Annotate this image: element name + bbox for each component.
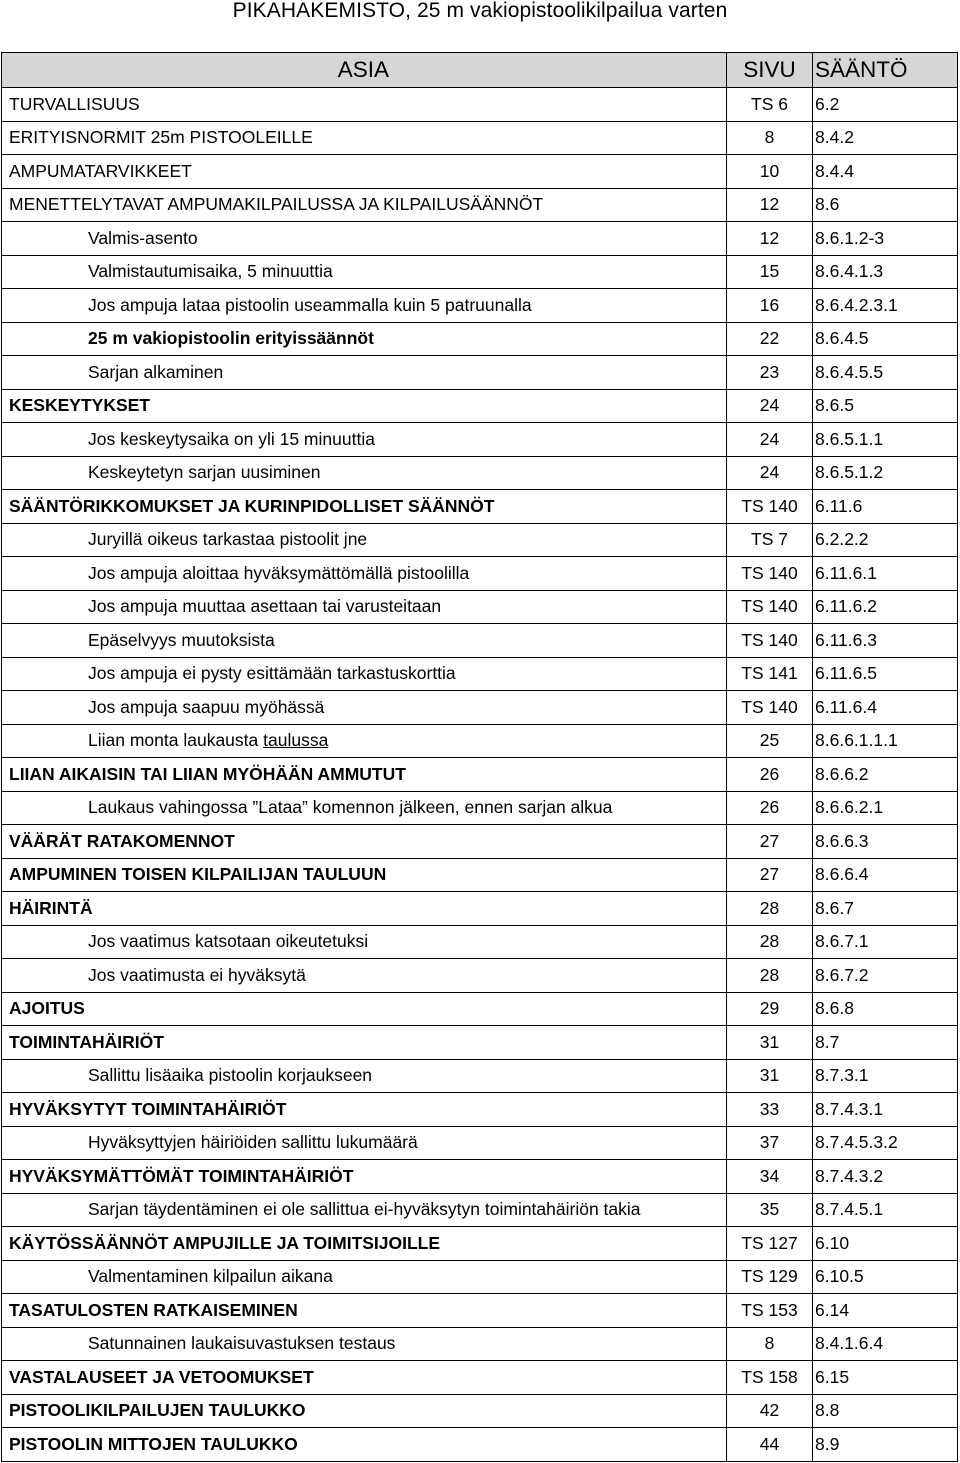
row-topic: Jos vaatimus katsotaan oikeutetuksi [2, 925, 727, 959]
table-row [2, 1260, 958, 1294]
row-rule: 8.6.6.3 [813, 825, 958, 859]
table-row [2, 523, 958, 557]
row-topic: Laukaus vahingossa ”Lataa” komennon jälkeen, ennen sarjan alkua [2, 791, 727, 825]
row-topic: PISTOOLIN MITTOJEN TAULUKKO [2, 1428, 727, 1462]
row-page: 12 [727, 222, 813, 256]
row-topic: HYVÄKSYTYT TOIMINTAHÄIRIÖT [2, 1093, 727, 1127]
row-topic: KÄYTÖSSÄÄNNÖT AMPUJILLE JA TOIMITSIJOILLE [2, 1227, 727, 1261]
row-topic: TASATULOSTEN RATKAISEMINEN [2, 1294, 727, 1328]
table-row [2, 322, 958, 356]
row-topic: MENETTELYTAVAT AMPUMAKILPAILUSSA JA KILPAILUSÄÄNNÖT [2, 188, 727, 222]
row-page: 28 [727, 892, 813, 926]
row-page: TS 7 [727, 523, 813, 557]
table-row [2, 1294, 958, 1328]
table-header-row [2, 53, 958, 88]
row-page: TS 141 [727, 657, 813, 691]
table-row [2, 255, 958, 289]
row-page: TS 140 [727, 624, 813, 658]
row-topic: AMPUMATARVIKKEET [2, 155, 727, 189]
table-row [2, 724, 958, 758]
row-rule: 8.6.5.1.1 [813, 423, 958, 457]
header-topic: ASIA [2, 53, 727, 88]
row-page: 28 [727, 959, 813, 993]
row-topic: ERITYISNORMIT 25m PISTOOLEILLE [2, 121, 727, 155]
row-topic: LIIAN AIKAISIN TAI LIIAN MYÖHÄÄN AMMUTUT [2, 758, 727, 792]
row-page: 16 [727, 289, 813, 323]
row-topic: HYVÄKSYMÄTTÖMÄT TOIMINTAHÄIRIÖT [2, 1160, 727, 1194]
row-page: 26 [727, 758, 813, 792]
row-topic: VASTALAUSEET JA VETOOMUKSET [2, 1361, 727, 1395]
row-page: 34 [727, 1160, 813, 1194]
row-topic: Jos ampuja lataa pistoolin useammalla kuin 5 patruunalla [2, 289, 727, 323]
table-row [2, 691, 958, 725]
index-table [1, 52, 958, 1462]
row-page: 8 [727, 121, 813, 155]
table-row [2, 1394, 958, 1428]
row-topic: Satunnainen laukaisuvastuksen testaus [2, 1327, 727, 1361]
table-row [2, 121, 958, 155]
row-rule: 6.14 [813, 1294, 958, 1328]
row-rule: 8.6.6.2 [813, 758, 958, 792]
row-page: 15 [727, 255, 813, 289]
row-topic: Juryillä oikeus tarkastaa pistoolit jne [2, 523, 727, 557]
row-page: 23 [727, 356, 813, 390]
row-topic: Keskeytetyn sarjan uusiminen [2, 456, 727, 490]
table-row [2, 925, 958, 959]
row-rule: 8.8 [813, 1394, 958, 1428]
table-row [2, 992, 958, 1026]
row-topic: SÄÄNTÖRIKKOMUKSET JA KURINPIDOLLISET SÄÄNNÖT [2, 490, 727, 524]
row-page: 29 [727, 992, 813, 1026]
row-rule: 8.6.4.1.3 [813, 255, 958, 289]
table-row [2, 289, 958, 323]
row-topic: AJOITUS [2, 992, 727, 1026]
row-page: 37 [727, 1126, 813, 1160]
row-rule: 6.11.6 [813, 490, 958, 524]
row-rule: 8.6.7.2 [813, 959, 958, 993]
table-row [2, 389, 958, 423]
row-page: 24 [727, 389, 813, 423]
table-row [2, 356, 958, 390]
header-page: SIVU [727, 53, 813, 88]
header-rule: SÄÄNTÖ [813, 53, 958, 88]
row-rule: 8.7.4.3.1 [813, 1093, 958, 1127]
row-topic: PISTOOLIKILPAILUJEN TAULUKKO [2, 1394, 727, 1428]
row-rule: 6.10 [813, 1227, 958, 1261]
table-row [2, 1428, 958, 1462]
row-rule: 8.7.4.3.2 [813, 1160, 958, 1194]
table-row [2, 188, 958, 222]
row-topic: Liian monta laukausta taulussa [2, 724, 727, 758]
row-page: 31 [727, 1059, 813, 1093]
row-page: TS 153 [727, 1294, 813, 1328]
row-rule: 8.6.5.1.2 [813, 456, 958, 490]
row-topic: TURVALLISUUS [2, 88, 727, 122]
row-page: 25 [727, 724, 813, 758]
table-row [2, 624, 958, 658]
row-topic: Jos ampuja saapuu myöhässä [2, 691, 727, 725]
row-rule: 8.6.1.2-3 [813, 222, 958, 256]
row-page: 27 [727, 825, 813, 859]
row-rule: 6.11.6.5 [813, 657, 958, 691]
row-topic: Valmistautumisaika, 5 minuuttia [2, 255, 727, 289]
row-page: TS 129 [727, 1260, 813, 1294]
table-row [2, 1126, 958, 1160]
row-rule: 6.15 [813, 1361, 958, 1395]
table-row [2, 88, 958, 122]
row-topic: Valmis-asento [2, 222, 727, 256]
row-topic: Jos ampuja aloittaa hyväksymättömällä pistoolilla [2, 557, 727, 591]
row-rule: 6.2 [813, 88, 958, 122]
index-body [2, 53, 958, 1462]
row-topic: Valmentaminen kilpailun aikana [2, 1260, 727, 1294]
row-rule: 8.6.8 [813, 992, 958, 1026]
row-page: 24 [727, 423, 813, 457]
row-topic: Hyväksyttyjen häiriöiden sallittu lukumäärä [2, 1126, 727, 1160]
table-row [2, 1093, 958, 1127]
row-topic: Sallittu lisäaika pistoolin korjaukseen [2, 1059, 727, 1093]
row-topic: Jos keskeytysaika on yli 15 minuuttia [2, 423, 727, 457]
table-row [2, 222, 958, 256]
table-row [2, 557, 958, 591]
row-rule: 8.6 [813, 188, 958, 222]
table-row [2, 825, 958, 859]
row-rule: 8.9 [813, 1428, 958, 1462]
row-page: 27 [727, 858, 813, 892]
row-page: 33 [727, 1093, 813, 1127]
row-topic: Epäselvyys muutoksista [2, 624, 727, 658]
row-page: 12 [727, 188, 813, 222]
row-rule: 8.7.4.5.3.2 [813, 1126, 958, 1160]
row-page: TS 158 [727, 1361, 813, 1395]
row-rule: 8.6.7.1 [813, 925, 958, 959]
row-page: 22 [727, 322, 813, 356]
row-rule: 6.11.6.3 [813, 624, 958, 658]
row-page: 26 [727, 791, 813, 825]
row-page: TS 127 [727, 1227, 813, 1261]
row-rule: 6.11.6.4 [813, 691, 958, 725]
row-rule: 6.10.5 [813, 1260, 958, 1294]
row-page: TS 140 [727, 590, 813, 624]
row-rule: 6.2.2.2 [813, 523, 958, 557]
table-row [2, 590, 958, 624]
table-row [2, 1361, 958, 1395]
row-page: 35 [727, 1193, 813, 1227]
row-topic: Sarjan täydentäminen ei ole sallittua ei-hyväksytyn toimintahäiriön takia [2, 1193, 727, 1227]
row-topic: AMPUMINEN TOISEN KILPAILIJAN TAULUUN [2, 858, 727, 892]
row-rule: 8.4.2 [813, 121, 958, 155]
row-page: 28 [727, 925, 813, 959]
row-page: TS 140 [727, 691, 813, 725]
row-page: 31 [727, 1026, 813, 1060]
row-rule: 8.4.1.6.4 [813, 1327, 958, 1361]
row-page: TS 140 [727, 490, 813, 524]
row-topic: TOIMINTAHÄIRIÖT [2, 1026, 727, 1060]
table-row [2, 490, 958, 524]
table-row [2, 155, 958, 189]
row-topic: Jos vaatimusta ei hyväksytä [2, 959, 727, 993]
row-rule: 8.6.6.4 [813, 858, 958, 892]
row-page: TS 140 [727, 557, 813, 591]
row-page: 42 [727, 1394, 813, 1428]
row-topic: Jos ampuja muuttaa asettaan tai varusteitaan [2, 590, 727, 624]
underlined-word: taulussa [263, 730, 329, 751]
row-rule: 8.7.4.5.1 [813, 1193, 958, 1227]
row-topic: Jos ampuja ei pysty esittämään tarkastuskorttia [2, 657, 727, 691]
row-rule: 8.6.4.2.3.1 [813, 289, 958, 323]
row-page: TS 6 [727, 88, 813, 122]
table-row [2, 1059, 958, 1093]
page-title: PIKAHAKEMISTO, 25 m vakiopistoolikilpailua varten [232, 0, 728, 22]
row-page: 10 [727, 155, 813, 189]
row-rule: 6.11.6.1 [813, 557, 958, 591]
row-topic: KESKEYTYKSET [2, 389, 727, 423]
table-row [2, 1193, 958, 1227]
row-rule: 8.7 [813, 1026, 958, 1060]
row-topic: HÄIRINTÄ [2, 892, 727, 926]
row-rule: 6.11.6.2 [813, 590, 958, 624]
row-topic: VÄÄRÄT RATAKOMENNOT [2, 825, 727, 859]
table-row [2, 892, 958, 926]
row-rule: 8.6.6.2.1 [813, 791, 958, 825]
row-page: 8 [727, 1327, 813, 1361]
row-rule: 8.6.5 [813, 389, 958, 423]
row-topic: Sarjan alkaminen [2, 356, 727, 390]
table-row [2, 1227, 958, 1261]
row-rule: 8.6.7 [813, 892, 958, 926]
table-row [2, 858, 958, 892]
row-rule: 8.7.3.1 [813, 1059, 958, 1093]
row-rule: 8.6.4.5.5 [813, 356, 958, 390]
row-rule: 8.4.4 [813, 155, 958, 189]
table-row [2, 1327, 958, 1361]
row-page: 24 [727, 456, 813, 490]
table-row [2, 758, 958, 792]
row-rule: 8.6.4.5 [813, 322, 958, 356]
table-row [2, 959, 958, 993]
table-row [2, 791, 958, 825]
table-row [2, 423, 958, 457]
row-page: 44 [727, 1428, 813, 1462]
row-topic: 25 m vakiopistoolin erityissäännöt [2, 322, 727, 356]
table-row [2, 1160, 958, 1194]
table-row [2, 657, 958, 691]
row-rule: 8.6.6.1.1.1 [813, 724, 958, 758]
table-row [2, 456, 958, 490]
table-row [2, 1026, 958, 1060]
